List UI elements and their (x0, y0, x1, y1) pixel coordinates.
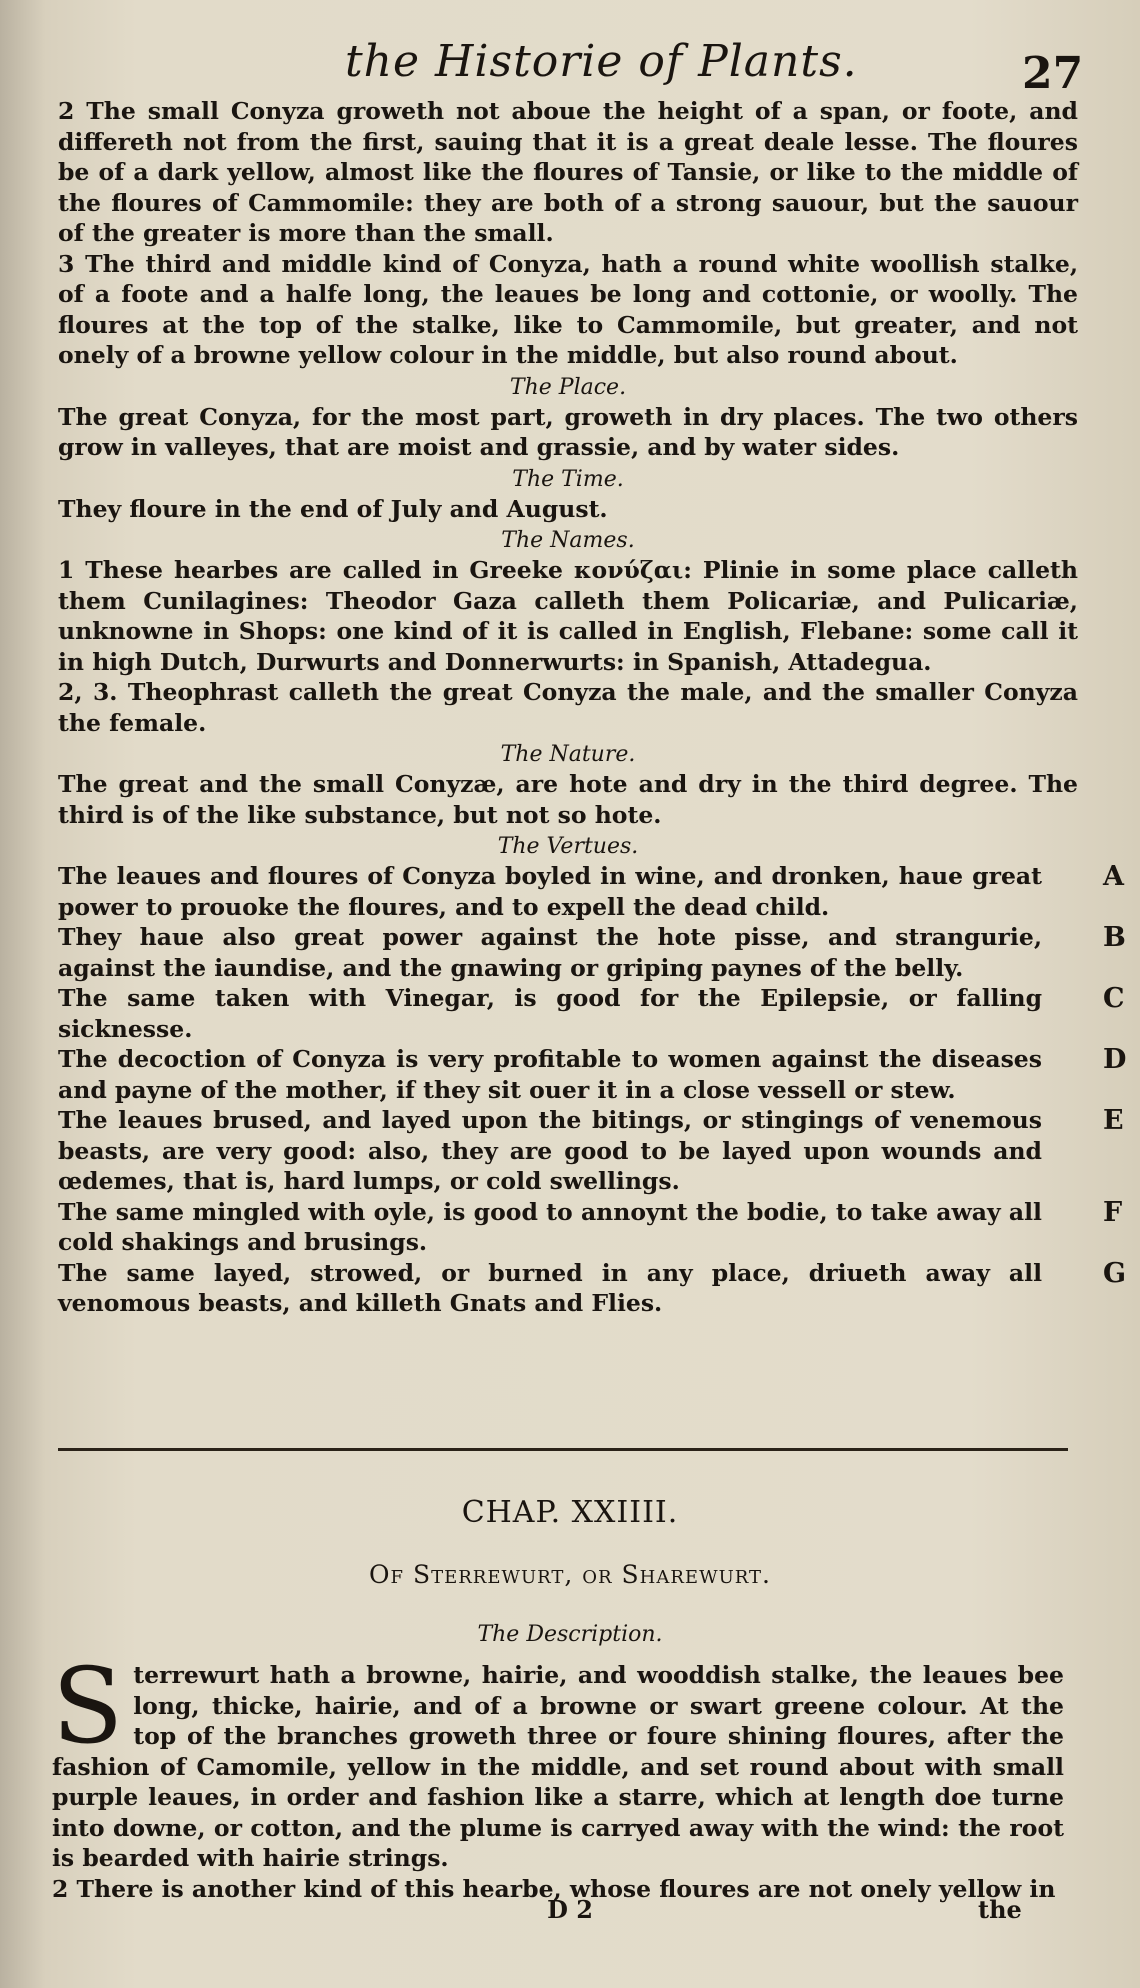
vertue-item (58, 1257, 1127, 1319)
description-paragraph (52, 1645, 1064, 1874)
paragraph-middle-conyza: 3 The third and middle kind of Conyza, hath a round white woollish stalke, of a foote and a halfe long, the leaues be long and cottonie, or woolly. The floures at the top of the stalke, like to Cammomile, but greater, and not onely of a browne yellow colour in the middle, but also round about. (58, 249, 1078, 369)
paragraph-small-conyza: 2 The small Conyza groweth not aboue the height of a span, or foote, and differeth not from the first, sauing that it is a great deale lesse. The floures be of a dark yellow, almost like the floures of Tansie, or like to the middle of the floures of Cammomile: they are both of a strong sauour, but the sauour of the greater is more than the small. (58, 97, 1078, 247)
description-text: terrewurt hath a browne, hairie, and wooddish stalke, the leaues bee long, thicke, hairie, and of a browne or swart greene colour. At the top of the branches groweth three or foure shining floures, after the fashion of Camomile, yellow in the middle, and set round about with small purple leaues, in order and fashion like a starre, which at length doe turne into downe, or cotton, and the plume is carryed away with the wind: the root is bearded with hairie strings. (52, 1661, 1064, 1872)
signature-mark: D 2 (547, 1895, 593, 1924)
vertue-text: They haue also great power against the hote pisse, and strangurie, against the iaundise, and the gnawing or griping paynes of the belly. (58, 923, 1042, 982)
chapter-divider-rule (58, 1448, 1068, 1451)
main-text (58, 96, 1127, 1319)
section-heading-description: The Description. (477, 1622, 663, 1647)
place-text: The great Conyza, for the most part, groweth in dry places. The two others grow in valleyes, that are moist and grassie, and by water sides. (58, 402, 1078, 461)
vertue-text: The decoction of Conyza is very profitable to women against the diseases and payne of the mother, if they sit ouer it in a close vessell or stew. (58, 1045, 1042, 1104)
running-title: the Historie of Plants. (345, 36, 858, 87)
section-heading-nature: The Nature. (500, 742, 636, 767)
margin-letter: B (1103, 922, 1126, 953)
section-heading-place: The Place. (509, 374, 627, 400)
nature-text: The great and the small Conyzæ, are hote and dry in the third degree. The third is of the like substance, but not so hote. (58, 770, 1078, 829)
vertue-text: The same layed, strowed, or burned in any place, driueth away all venomous beasts, and killeth Gnats and Flies. (58, 1258, 1042, 1317)
chapter-title: CHAP. XXIIII. (461, 1495, 679, 1530)
vertue-text: The leaues and floures of Conyza boyled in wine, and dronken, haue great power to prouoke the floures, and to expell the dead child. (58, 862, 1042, 921)
catchword: the (978, 1895, 1022, 1924)
section-heading-names: The Names. (501, 528, 635, 553)
section-heading-vertues: The Vertues. (497, 834, 639, 859)
names-text-2: 2, 3. Theophrast calleth the great Conyza the male, and the smaller Conyza the female. (58, 678, 1078, 737)
time-text: They floure in the end of July and August. (58, 494, 608, 523)
vertue-item (58, 1044, 1127, 1105)
page-number: 27 (1022, 48, 1084, 99)
vertue-text: The leaues brused, and layed upon the bitings, or stingings of venemous beasts, are very good: also, they are good to be layed upon wounds and œdemes, that is, hard lumps, or cold swellings. (58, 1106, 1042, 1195)
margin-letter: E (1103, 1105, 1124, 1136)
vertue-item (58, 1105, 1124, 1197)
vertue-item (58, 1196, 1123, 1258)
page-header (0, 28, 1140, 98)
section-heading-time: The Time. (512, 466, 624, 492)
vertue-item (58, 983, 1125, 1044)
vertue-text: The same taken with Vinegar, is good for the Epilepsie, or falling sicknesse. (58, 984, 1042, 1043)
chapter-subtitle: Of Sterrewurt, or Sharewurt. (369, 1560, 771, 1589)
description-paragraph-2: 2 There is another kind of this hearbe, whose floures are not onely yellow in (52, 1874, 1056, 1903)
vertue-item (58, 922, 1126, 983)
description-block (52, 1645, 1064, 1904)
vertue-item (58, 861, 1124, 922)
margin-letter: D (1103, 1044, 1127, 1075)
margin-letter: A (1103, 861, 1124, 892)
margin-letter: C (1103, 983, 1125, 1014)
margin-letter: F (1103, 1196, 1123, 1228)
margin-letter: G (1103, 1257, 1127, 1289)
drop-cap: S (52, 1645, 124, 1767)
names-text-1: 1 These hearbes are called in Greeke κονύζαι: Plinie in some place calleth them Cunilagines: Theodor Gaza calleth them Policariæ, and Pulicariæ, unknowne in Shops: one kind of it is called in English, Flebane: some call it in high Dutch, Durwurts and Donnerwurts: in Spanish, Attadegua. (58, 556, 1078, 676)
vertues-list (58, 861, 1127, 1319)
vertue-text: The same mingled with oyle, is good to annoynt the bodie, to take away all cold shakings and brusings. (58, 1197, 1042, 1256)
